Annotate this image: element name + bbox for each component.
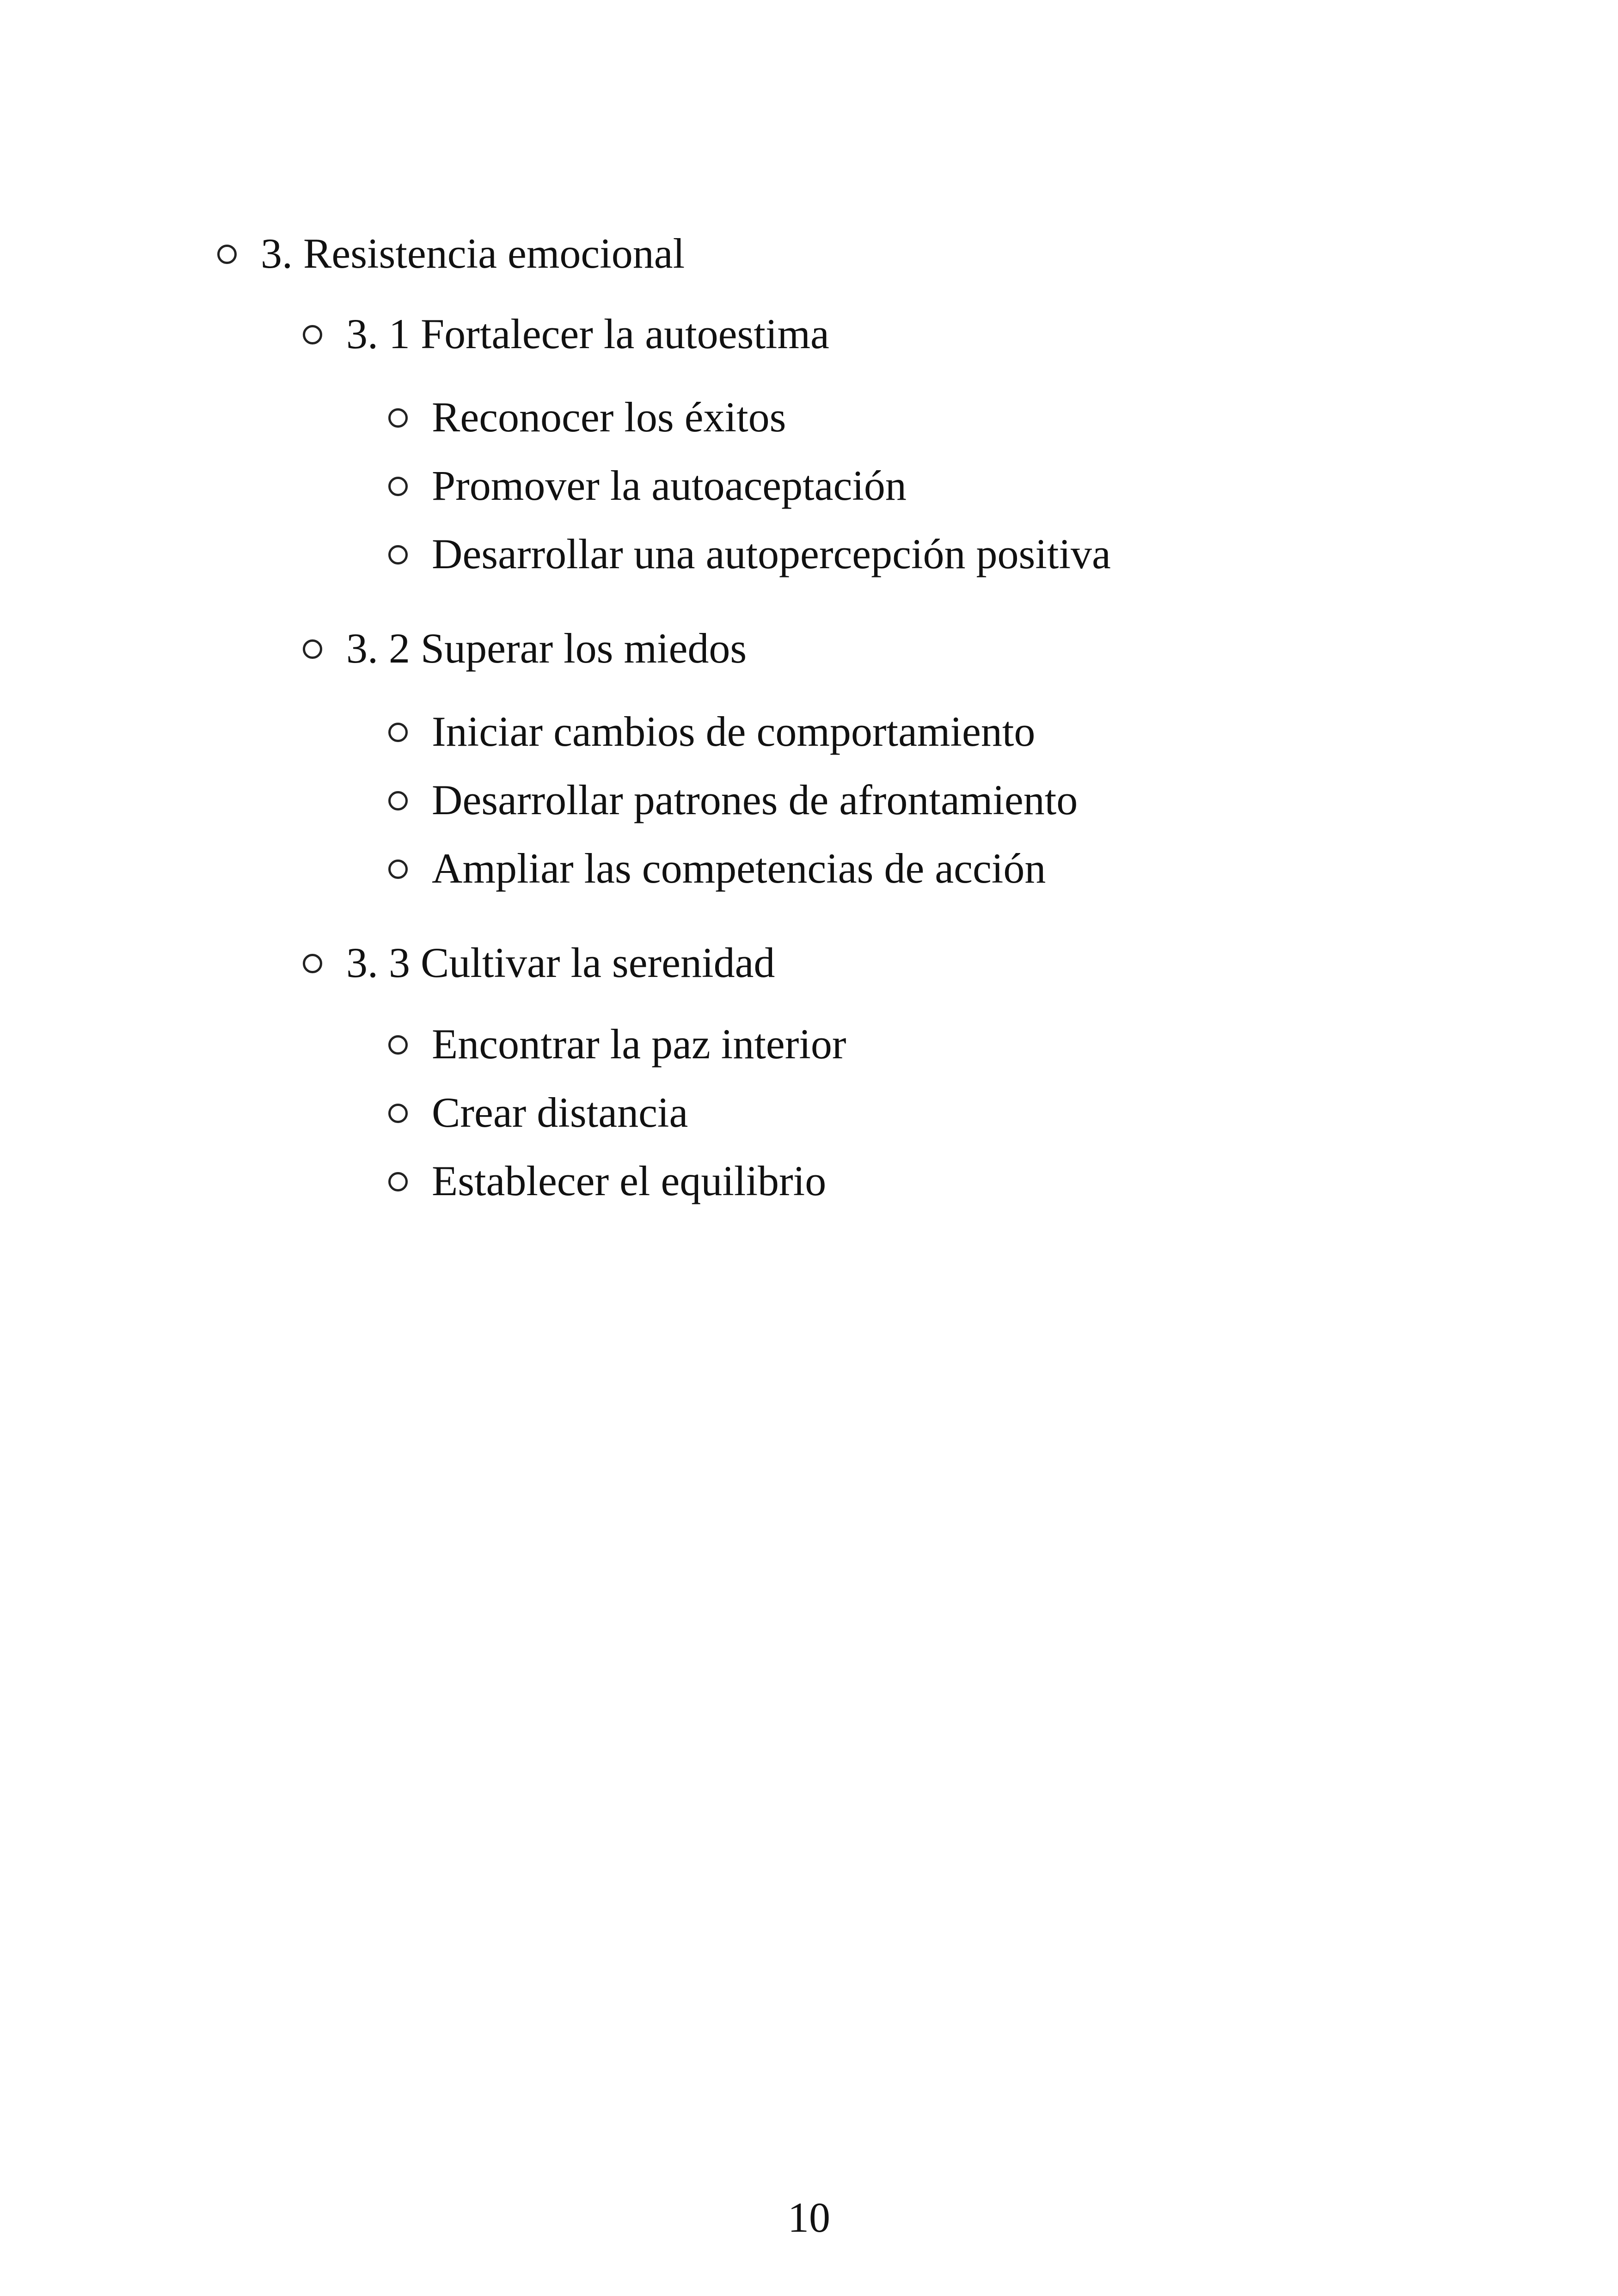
list-item xyxy=(388,1157,827,1204)
outline-subsection-heading xyxy=(303,941,775,984)
list-item-text: Iniciar cambios de comportamiento xyxy=(432,708,1036,755)
list-item-text: Crear distancia xyxy=(432,1089,688,1136)
circle-bullet-icon xyxy=(388,545,408,565)
list-item-text: Encontrar la paz interior xyxy=(432,1020,846,1068)
outline-subsection-heading xyxy=(303,310,829,357)
circle-bullet-icon xyxy=(388,1104,408,1123)
circle-bullet-icon xyxy=(303,639,322,659)
list-item xyxy=(388,1020,846,1068)
list-item-text: Establecer el equilibrio xyxy=(432,1157,827,1204)
circle-bullet-icon xyxy=(388,723,408,742)
subsection-heading-text: 3. 2 Superar los miedos xyxy=(346,625,747,672)
list-item xyxy=(388,393,786,441)
circle-bullet-icon xyxy=(388,477,408,496)
circle-bullet-icon xyxy=(388,859,408,879)
list-item xyxy=(388,1091,688,1134)
outline-section xyxy=(217,232,685,275)
circle-bullet-icon xyxy=(303,954,322,973)
subsection-heading-text: 3. 3 Cultivar la serenidad xyxy=(346,939,775,986)
subsection-heading-text: 3. 1 Fortalecer la autoestima xyxy=(346,310,829,357)
list-item-text: Reconocer los éxitos xyxy=(432,393,786,441)
list-item xyxy=(388,776,1078,823)
page-number: 10 xyxy=(788,2194,830,2241)
list-item xyxy=(388,464,907,507)
outline-subsection-heading xyxy=(303,625,747,672)
circle-bullet-icon xyxy=(388,791,408,810)
list-item-text: Desarrollar patrones de afrontamiento xyxy=(432,776,1078,823)
circle-bullet-icon xyxy=(388,1035,408,1055)
outline-section-title: 3. Resistencia emocional xyxy=(261,230,685,277)
list-item-text: Promover la autoaceptación xyxy=(432,462,907,509)
list-item-text: Desarrollar una autopercepción positiva xyxy=(432,530,1111,577)
circle-bullet-icon xyxy=(303,325,322,344)
circle-bullet-icon xyxy=(217,245,237,264)
list-item xyxy=(388,847,1046,890)
list-item xyxy=(388,710,1035,753)
circle-bullet-icon xyxy=(388,408,408,428)
list-item xyxy=(388,530,1111,577)
list-item-text: Ampliar las competencias de acción xyxy=(432,845,1046,892)
circle-bullet-icon xyxy=(388,1172,408,1191)
